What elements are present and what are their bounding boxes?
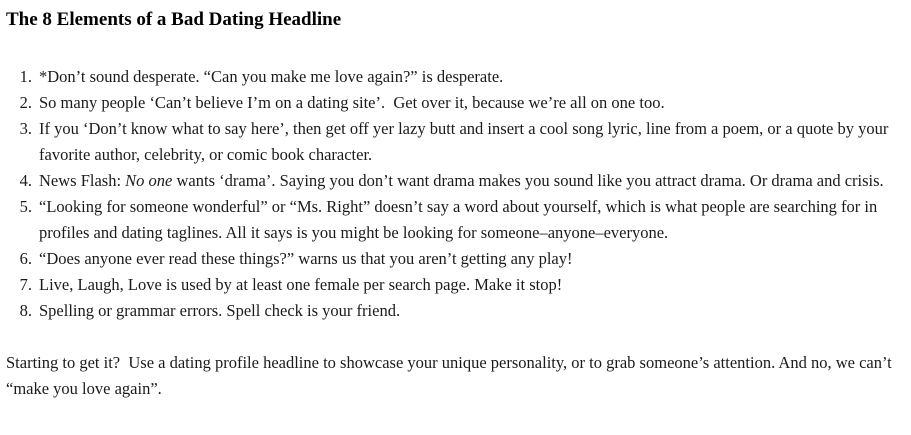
list-item-number: 8. <box>19 301 32 320</box>
list-item <box>6 246 907 272</box>
list-item <box>6 116 907 168</box>
list-item-text-suffix: wants ‘drama’. Saying you don’t want drama makes you sound like you attract drama. Or drama and crisis. <box>172 171 884 190</box>
list-item-text: Live, Laugh, Love is used by at least one female per search page. Make it stop! <box>39 275 563 294</box>
list-item <box>6 298 907 324</box>
list-item-text <box>39 168 907 194</box>
list-item-text: *Don’t sound desperate. “Can you make me love again?” is desperate. <box>39 67 504 86</box>
list-item-text-prefix: News Flash: <box>39 171 126 190</box>
list-item-number: 5. <box>19 197 32 216</box>
list-item <box>6 272 907 298</box>
list-item-text: “Does anyone ever read these things?” warns us that you aren’t getting any play! <box>39 249 573 268</box>
page-title: The 8 Elements of a Bad Dating Headline <box>6 9 342 30</box>
list-item-number: 4. <box>19 171 32 190</box>
list-item-text: So many people ‘Can’t believe I’m on a dating site’. Get over it, because we’re all on one too. <box>39 93 665 112</box>
list-item <box>6 64 907 90</box>
list-item <box>6 168 907 194</box>
list-item-number: 2. <box>19 93 32 112</box>
list-item-text-italic: No one <box>125 171 173 190</box>
list-item-text: If you ‘Don’t know what to say here’, then get off yer lazy butt and insert a cool song lyric, line from a poem, or a quote by your favorite author, celebrity, or comic book character. <box>39 119 893 164</box>
list-item-text: Spelling or grammar errors. Spell check is your friend. <box>39 301 401 320</box>
list-item-number: 6. <box>19 249 32 268</box>
list-item-number: 3. <box>19 119 32 138</box>
closing-paragraph: Starting to get it? Use a dating profile headline to showcase your unique personality, or to grab someone’s attention. And no, we can’t “make you love again”. <box>6 353 896 398</box>
list-item-text: “Looking for someone wonderful” or “Ms. Right” doesn’t say a word about yourself, which is what people are searching for in profiles and dating taglines. All it says is you might be looking for someone–anyone–everyone. <box>39 197 882 242</box>
list-item <box>6 90 907 116</box>
bad-headline-elements-list <box>6 64 907 324</box>
list-item-number: 1. <box>19 67 32 86</box>
list-item <box>6 194 907 246</box>
list-item-number: 7. <box>19 275 32 294</box>
